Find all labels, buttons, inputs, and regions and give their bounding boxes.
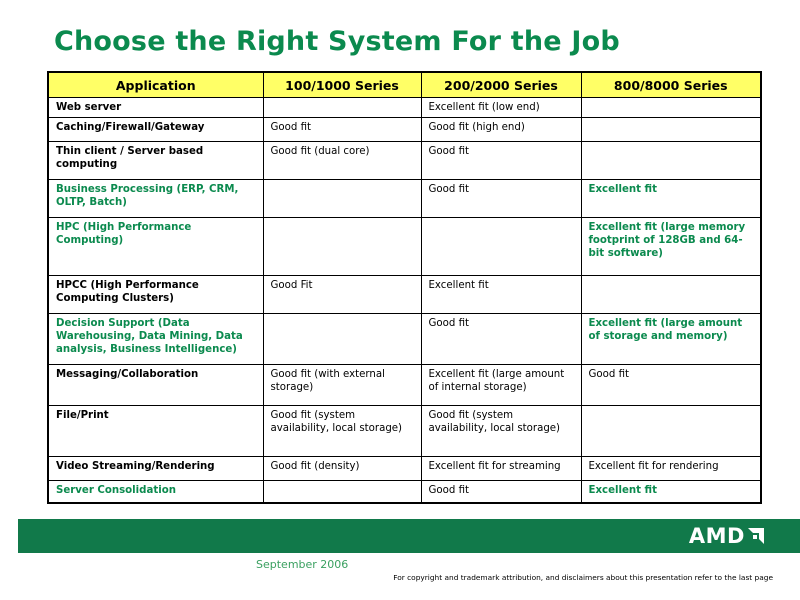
table-row (48, 142, 761, 180)
cell-800-8000-series: Excellent fit (large amount of storage and memory) (581, 314, 761, 365)
cell-100-1000-series (263, 218, 421, 276)
cell-100-1000-series: Good fit (263, 118, 421, 142)
cell-100-1000-series (263, 180, 421, 218)
table-row (48, 276, 761, 314)
amd-logo (689, 522, 766, 550)
cell-100-1000-series: Good Fit (263, 276, 421, 314)
footer-bar (18, 519, 800, 553)
table-row (48, 218, 761, 276)
cell-200-2000-series: Excellent fit (low end) (421, 98, 581, 118)
cell-200-2000-series: Good fit (421, 314, 581, 365)
cell-application: Video Streaming/Rendering (48, 457, 263, 481)
cell-application: HPC (High Performance Computing) (48, 218, 263, 276)
cell-application: Caching/Firewall/Gateway (48, 118, 263, 142)
cell-application: Business Processing (ERP, CRM, OLTP, Batch) (48, 180, 263, 218)
cell-200-2000-series: Good fit (421, 481, 581, 503)
cell-800-8000-series: Excellent fit (large memory footprint of 128GB and 64-bit software) (581, 218, 761, 276)
cell-application: HPCC (High Performance Computing Clusters) (48, 276, 263, 314)
cell-200-2000-series: Excellent fit for streaming (421, 457, 581, 481)
cell-100-1000-series: Good fit (with external storage) (263, 365, 421, 406)
cell-application: Thin client / Server based computing (48, 142, 263, 180)
header-200-2000-series: 200/2000 Series (421, 72, 581, 98)
table-row (48, 118, 761, 142)
cell-100-1000-series: Good fit (system availability, local storage) (263, 406, 421, 457)
table-body (48, 98, 761, 503)
logo-text: AMD (688, 524, 745, 548)
system-fit-table (47, 71, 762, 504)
cell-100-1000-series (263, 481, 421, 503)
cell-200-2000-series: Good fit (421, 142, 581, 180)
cell-800-8000-series: Good fit (581, 365, 761, 406)
cell-100-1000-series: Good fit (density) (263, 457, 421, 481)
cell-800-8000-series (581, 406, 761, 457)
cell-100-1000-series (263, 98, 421, 118)
table-row (48, 406, 761, 457)
table-row (48, 98, 761, 118)
cell-800-8000-series: Excellent fit (581, 180, 761, 218)
cell-800-8000-series (581, 142, 761, 180)
cell-application: File/Print (48, 406, 263, 457)
table-row (48, 481, 761, 503)
cell-800-8000-series: Excellent fit (581, 481, 761, 503)
cell-200-2000-series: Good fit (421, 180, 581, 218)
table-row (48, 457, 761, 481)
header-application: Application (48, 72, 263, 98)
cell-100-1000-series (263, 314, 421, 365)
cell-application: Messaging/Collaboration (48, 365, 263, 406)
table-row (48, 314, 761, 365)
cell-application: Decision Support (Data Warehousing, Data Mining, Data analysis, Business Intelligence) (48, 314, 263, 365)
cell-200-2000-series: Excellent fit (421, 276, 581, 314)
header-100-1000-series: 100/1000 Series (263, 72, 421, 98)
footer-date: September 2006 (256, 558, 349, 571)
cell-200-2000-series: Good fit (system availability, local storage) (421, 406, 581, 457)
amd-arrow-icon (746, 526, 766, 546)
cell-800-8000-series (581, 118, 761, 142)
table-row (48, 180, 761, 218)
cell-application: Server Consolidation (48, 481, 263, 503)
table-header-row (48, 72, 761, 98)
cell-200-2000-series: Excellent fit (large amount of internal storage) (421, 365, 581, 406)
slide-title: Choose the Right System For the Job (54, 26, 620, 57)
cell-200-2000-series: Good fit (high end) (421, 118, 581, 142)
footer-disclaimer: For copyright and trademark attribution, and disclaimers about this presentation refer to the last page (393, 573, 773, 582)
header-800-8000-series: 800/8000 Series (581, 72, 761, 98)
cell-200-2000-series (421, 218, 581, 276)
table-row (48, 365, 761, 406)
cell-800-8000-series (581, 276, 761, 314)
cell-application: Web server (48, 98, 263, 118)
cell-800-8000-series (581, 98, 761, 118)
cell-100-1000-series: Good fit (dual core) (263, 142, 421, 180)
cell-800-8000-series: Excellent fit for rendering (581, 457, 761, 481)
